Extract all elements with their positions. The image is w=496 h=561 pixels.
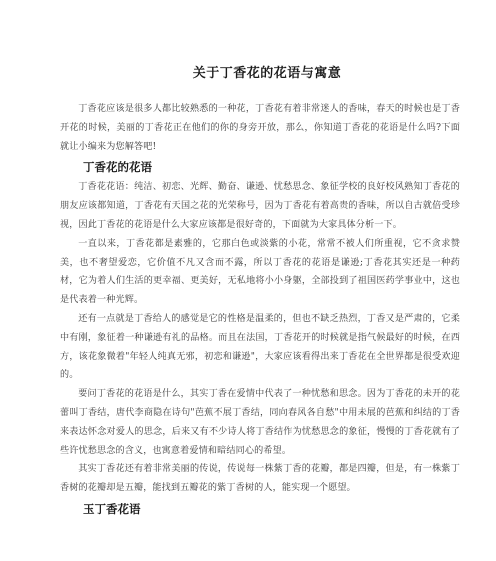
body-paragraph: 要问丁香花的花语是什么，其实丁香在爱情中代表了一种忧愁和思念。因为丁香花的未开的花蕾叫丁香结，唐代李商隐在诗句"芭蕉不展丁香结，同向春风各自愁"中用未展的芭蕉和纠结的丁香来表达怀念对爱人的思念，后来又有不少诗人将丁香结作为忧愁思念的象征，慢慢的丁香花就有了些许忧愁思念的含义，也寓意着爱情和暗结同心的希望。 (60, 389, 460, 456)
section-heading-flower-language: 丁香花的花语 (83, 160, 152, 175)
body-paragraph: 丁香花花语：纯洁、初恋、光辉、勤奋、谦逊、忧愁思念、象征学校的良好校风熟知丁香花的朋友应该都知道，丁香花有天国之花的光荣称号，因为丁香花有着高贵的香味，所以自古就倍受珍视，因此丁香花的花语是什么大家应该都是很好奇的，下面就为大家具体分析一下。 (60, 182, 460, 230)
intro-paragraph: 丁香花应该是很多人都比较熟悉的一种花，丁香花有着非常迷人的香味，春天的时候也是丁香开花的时候，美丽的丁香花正在他们的你的身旁开放，那么，你知道丁香花的花语是什么吗?下面就让小编来为您解答吧! (60, 104, 460, 152)
section-heading-jade-lilac: 玉丁香花语 (83, 501, 141, 516)
body-paragraph: 一直以来，丁香花都是素雅的，它那白色或淡紫的小花，常常不被人们所重视，它不贪求赞美，也不奢望爱恋，它价值不凡又含而不露，所以丁香花的花语是谦逊;丁香花其实还是一种药材，它为着人们生活的更幸福、更美好，无私地将小小身躯，全部投到了祖国医药学事业中，这也是代表着一种光辉。 (60, 238, 460, 306)
document-title: 关于丁香花的花语与寓意 (192, 66, 342, 81)
body-paragraph: 其实丁香花还有着非常美丽的传说，传说每一株紫丁香的花瓣，都是四瓣，但是，有一株紫丁香树的花瓣却是五瓣，能找到五瓣花的紫丁香树的人，能实现一个愿望。 (60, 464, 460, 494)
body-paragraph: 还有一点就是丁香给人的感觉是它的性格是温柔的，但也不缺乏热烈，丁香又是严肃的，它柔中有刚，象征着一种谦逊有礼的品格。而且在法国，丁香花开的时候就是指气候最好的时候，在西方，该花象微着"年轻人纯真无邪，初恋和谦逊"，大家应该看得出来丁香花在全世界都是很受欢迎的。 (60, 313, 460, 381)
